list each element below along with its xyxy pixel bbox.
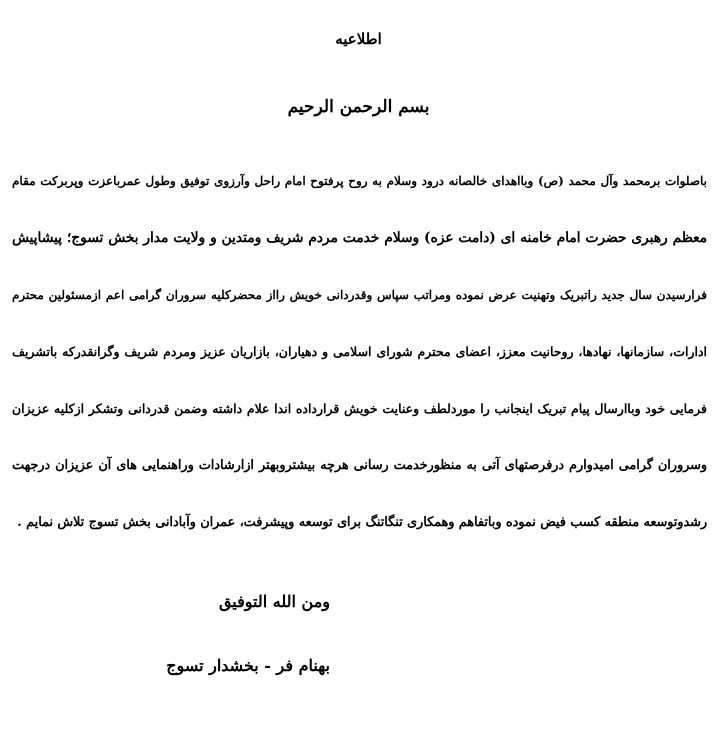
basmala-heading: بسم الرحمن الرحیم (287, 97, 430, 117)
body-line: باصلوات برمحمد وآل محمد (ص) وبااهدای خالصانه درود وسلام به روح پرفتوح امام راحل وآرزوی توفیق وطول عمرباعزت وپربرکت مقام (12, 174, 707, 188)
body-line: رشدوتوسعه منطقه کسب فیض نموده وباتفاهم وهمکاری تنگاتنگ برای توسعه وپیشرفت، عمران وآبادانی بخش تسوج تلاش نمایم . (17, 515, 707, 530)
closing-phrase: ومن الله التوفیق (218, 592, 330, 611)
body-line: وسروران گرامی امیدوارم درفرصتهای آتی به منظورخدمت رسانی هرچه بیشتروبهتر ازارشادات وراهنمایی های آن عزیزان درجهت (12, 458, 707, 473)
body-line: معظم رهبری حضرت امام خامنه ای (دامت عزه) وسلام خدمت مردم شریف ومتدین و ولایت مدار بخش تسوج؛ پیشاپیش (12, 230, 707, 246)
body-line: فرمایی خود وباارسال پیام تبریک اینجانب را موردلطف وعنایت خویش قرارداده اندا علام داشته وضمن قدردانی وتشکر ازکلیه عزیزان (12, 401, 707, 416)
body-line: فرارسیدن سال جدید راتبریک وتهنیت عرض نموده ومراتب سپاس وقدردانی خویش رااز محضرکلیه سروران گرامی اعم ازمسئولین محترم (12, 288, 707, 302)
signature-line: بهنام فر - بخشدار تسوج (166, 656, 330, 675)
body-line: ادارات، سازمانها، نهادها، روحانیت معزز، اعضای محترم شورای اسلامی و دهیاران، بازاریان عزیز ومردم شریف وگرانقدرکه باتشریف (12, 344, 707, 359)
notice-body (12, 166, 707, 565)
notice-title: اطلاعیه (335, 30, 382, 48)
